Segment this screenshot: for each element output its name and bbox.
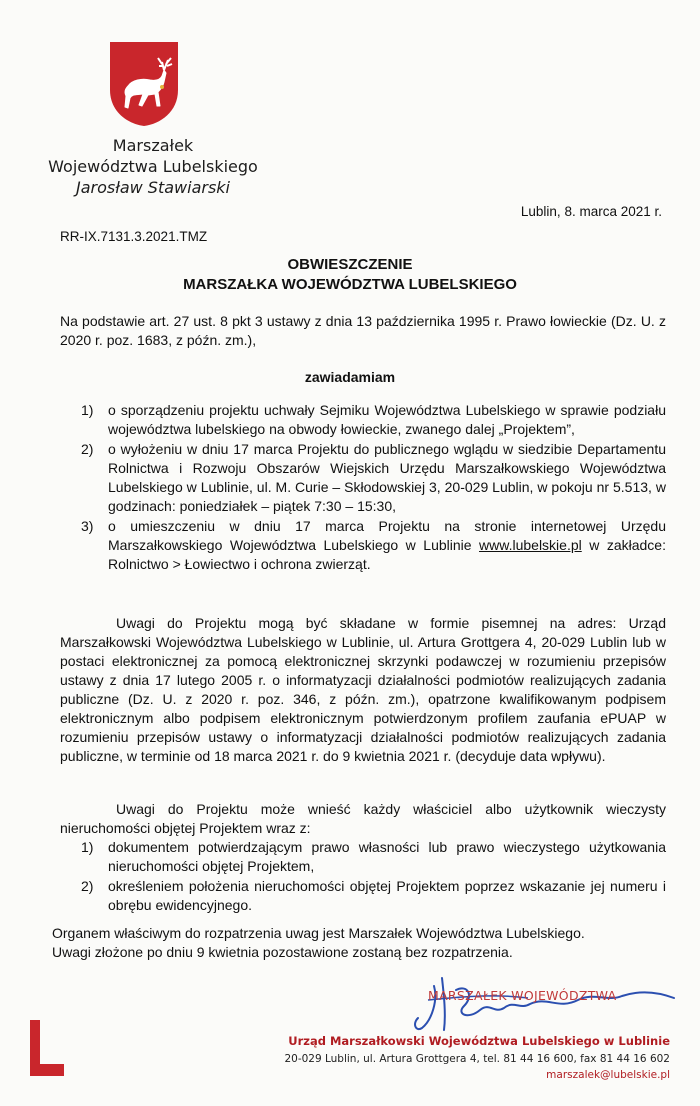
attachment-list: [81, 838, 666, 916]
document-title: [0, 255, 700, 295]
organ-paragraph: [52, 924, 666, 962]
list-item-text: o umieszczeniu w dniu 17 marca Projektu na stronie internetowej Urzędu Marszałkowskiego Województwa Lubelskiego w Lublinie: [108, 518, 666, 553]
office-name: Urząd Marszałkowski Województwa Lubelskiego w Lublinie: [288, 1034, 670, 1048]
list-item: [81, 838, 666, 876]
issuer-voivodeship: Województwa Lubelskiego: [48, 157, 258, 176]
organ-line-2: Uwagi złożone po dniu 9 kwietnia pozostawione zostaną bez rozpatrzenia.: [52, 944, 513, 960]
list-number: 1): [81, 839, 94, 855]
issuer-title: Marszałek: [112, 136, 194, 155]
issuer-block: [38, 135, 268, 198]
title-line-2: MARSZAŁKA WOJEWÓDZTWA LUBELSKIEGO: [183, 276, 517, 293]
announce-heading: zawiadamiam: [304, 369, 396, 385]
organ-line-1: Organem właściwym do rozpatrzenia uwag jest Marszałek Województwa Lubelskiego.: [52, 925, 585, 941]
title-line-1: OBWIESZCZENIE: [287, 256, 413, 273]
list-item: [81, 440, 666, 516]
website-link[interactable]: www.lubelskie.pl: [479, 537, 582, 553]
coat-of-arms-logo: [108, 40, 180, 128]
handwritten-signature: [408, 970, 688, 1042]
official-stamp: MARSZAŁEK WOJEWÓDZTWA: [428, 988, 617, 1003]
list-number: 2): [81, 878, 94, 894]
office-email-link[interactable]: marszalek@lubelskie.pl: [546, 1069, 670, 1081]
list-item-text: o sporządzeniu projektu uchwały Sejmiku Województwa Lubelskiego w sprawie podziału województwa lubelskiego na obwody łowieckie, zwanego dalej „Projektem”,: [108, 402, 666, 437]
list-item-text: dokumentem potwierdzającym prawo własności lub prawo wieczystego użytkowania nieruchomości objętej Projektem,: [108, 839, 666, 874]
notification-list: [81, 401, 666, 575]
list-item-text: określeniem położenia nieruchomości objętej Projektem poprzez wskazanie jej numeru i obrębu ewidencyjnego.: [108, 878, 666, 913]
list-number: 2): [81, 441, 94, 457]
intro-paragraph: Na podstawie art. 27 ust. 8 pkt 3 ustawy z dnia 13 października 1995 r. Prawo łowieckie (Dz. U. z 2020 r. poz. 1683, z późn. zm.),: [60, 313, 666, 348]
office-logo-icon: [30, 1020, 64, 1076]
list-item: [81, 877, 666, 915]
list-item: [81, 401, 666, 439]
owner-paragraph: Uwagi do Projektu może wnieść każdy właściciel albo użytkownik wieczysty nieruchomości objętej Projektem wraz z:: [60, 801, 666, 836]
list-number: 1): [81, 402, 94, 418]
office-address: 20-029 Lublin, ul. Artura Grottgera 4, tel. 81 44 16 600, fax 81 44 16 602: [284, 1053, 670, 1065]
list-item-text-tail: w zakładce: Rolnictwo > Łowiectwo i ochrona zwierząt.: [108, 537, 666, 572]
list-number: 3): [81, 518, 94, 534]
comments-paragraph: Uwagi do Projektu mogą być składane w formie pisemnej na adres: Urząd Marszałkowski Województwa Lubelskiego w Lublinie, ul. Artura Grottgera 4, 20-029 Lublin lub w postaci elektronicznej za pomocą elektronicznej skrzynki podawczej w rozumieniu przepisów ustawy z dnia 17 lutego 2005 r. o informatyzacji działalności podmiotów realizujących zadania publiczne (Dz. U. z 2020 r. poz. 346, z późn. zm.), opatrzone kwalifikowanym podpisem elektronicznym albo podpisem elektronicznym potwierdzonym profilem zaufania ePUAP w rozumieniu przepisów ustawy o informatyzacji działalności podmiotów realizujących zadania publiczne, w terminie od 18 marca 2021 r. do 9 kwietnia 2021 r. (decyduje data wpływu).: [60, 615, 666, 764]
list-item-text: o wyłożeniu w dniu 17 marca Projektu do publicznego wglądu w siedzibie Departamentu Rolnictwa i Rozwoju Obszarów Wiejskich Urzędu Marszałkowskiego Województwa Lubelskiego w Lublinie, ul. M. Curie – Skłodowskiej 3, 20-029 Lublin, w pokoju nr 5.513, w godzinach: poniedziałek – piątek 7:30 – 15:30,: [108, 441, 666, 514]
issuer-person: Jarosław Stawiarski: [76, 178, 230, 197]
document-date: Lublin, 8. marca 2021 r.: [520, 204, 662, 219]
reference-number: RR-IX.7131.3.2021.TMZ: [60, 229, 208, 244]
list-item: [81, 517, 666, 574]
